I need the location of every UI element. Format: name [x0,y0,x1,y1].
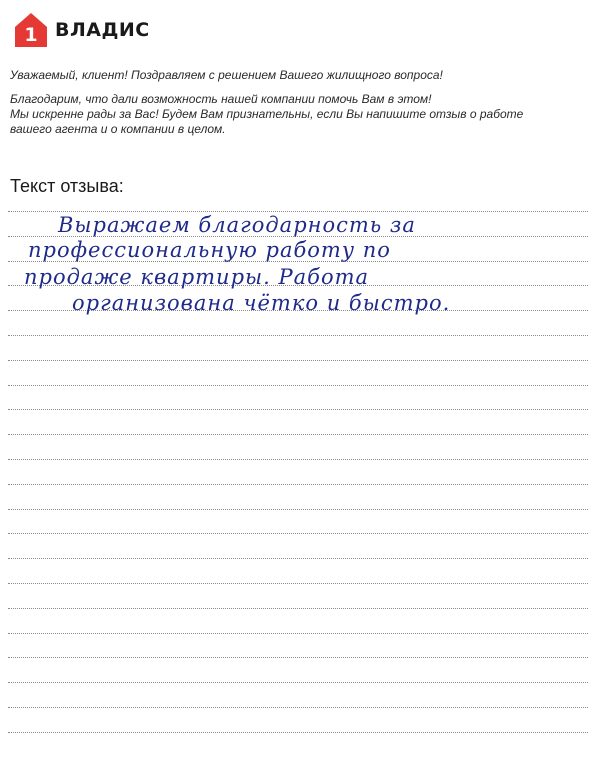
intro-request: Мы искренне рады за Вас! Будем Вам признательны, если Вы напишите отзыв о работе [10,107,524,121]
brand-name: ВЛАДИС [55,19,150,41]
review-title: Текст отзыва: [10,176,124,196]
handwritten-line: профессиональную работу по [28,238,391,262]
logo-digit: 1 [24,24,38,46]
handwritten-line: Выражаем благодарность за [58,213,416,237]
intro-greeting: Уважаемый, клиент! Поздравляем с решением Вашего жилищного вопроса! [10,68,443,82]
handwritten-line: продаже квартиры. Работа [24,265,370,289]
intro-request-cont: вашего агента и о компании в целом. [10,122,226,136]
handwritten-line: организована чётко и быстро. [72,291,451,315]
intro-thanks: Благодарим, что дали возможность нашей компании помочь Вам в этом! [10,92,432,106]
